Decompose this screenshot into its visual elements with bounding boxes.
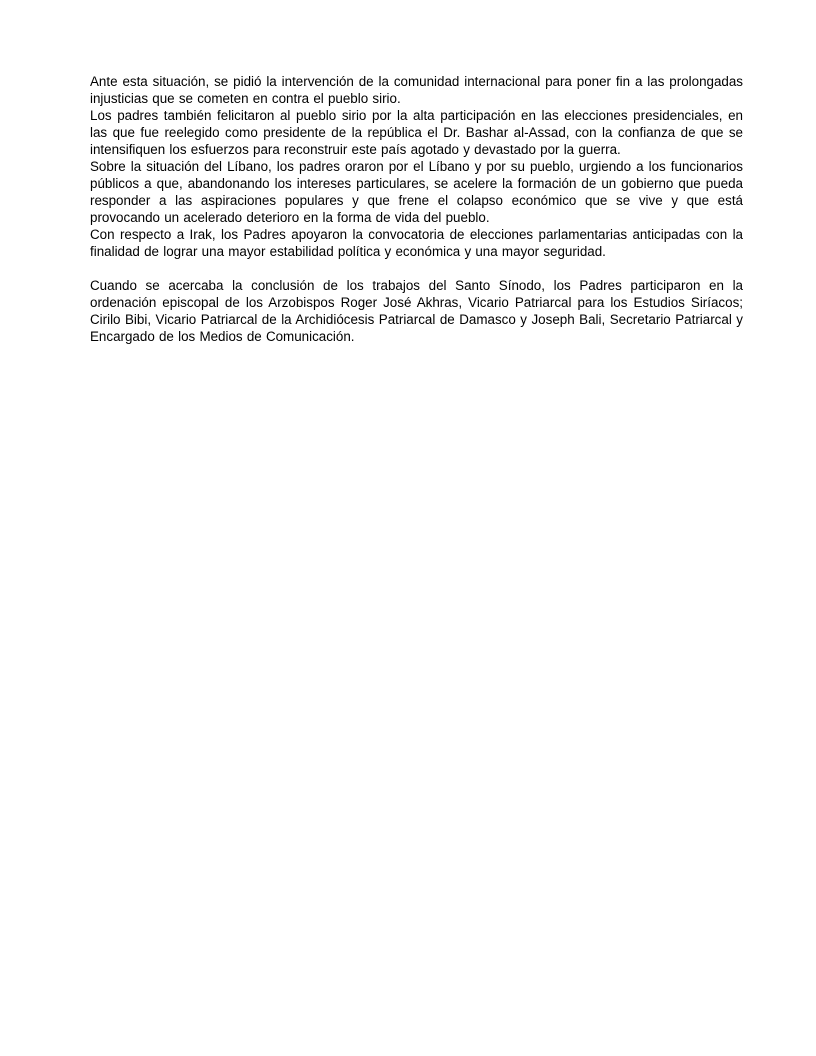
document-body xyxy=(90,73,743,345)
paragraph-iraq-elections: Con respecto a Irak, los Padres apoyaron la convocatoria de elecciones parlamentarias anticipadas con la finalidad de lograr una mayor estabilidad política y económica y una mayor seguridad. xyxy=(90,227,743,259)
paragraph-elections-syria: Los padres también felicitaron al pueblo sirio por la alta participación en las elecciones presidenciales, en las que fue reelegido como presidente de la república el Dr. Bashar al-Assad, con la confianza de que se intensifiquen los esfuerzos para reconstruir este país agotado y devastado por la guerra. xyxy=(90,108,743,157)
paragraph-lebanon-situation: Sobre la situación del Líbano, los padres oraron por el Líbano y por su pueblo, urgiendo a los funcionarios públicos a que, abandonando los intereses particulares, se acelere la formación de un gobierno que pueda responder a las aspiraciones populares y que frene el colapso económico que se vive y que está provocando un acelerado deterioro en la forma de vida del pueblo. xyxy=(90,159,743,225)
paragraph-synod-ordination: Cuando se acercaba la conclusión de los trabajos del Santo Sínodo, los Padres participaron en la ordenación episcopal de los Arzobispos Roger José Akhras, Vicario Patriarcal para los Estudios Siríacos; Cirilo Bibi, Vicario Patriarcal de la Archidiócesis Patriarcal de Damasco y Joseph Bali, Secretario Patriarcal y Encargado de los Medios de Comunicación. xyxy=(90,278,743,344)
paragraph-intervention-international: Ante esta situación, se pidió la intervención de la comunidad internacional para poner fin a las prolongadas injusticias que se cometen en contra el pueblo sirio. xyxy=(90,74,743,106)
